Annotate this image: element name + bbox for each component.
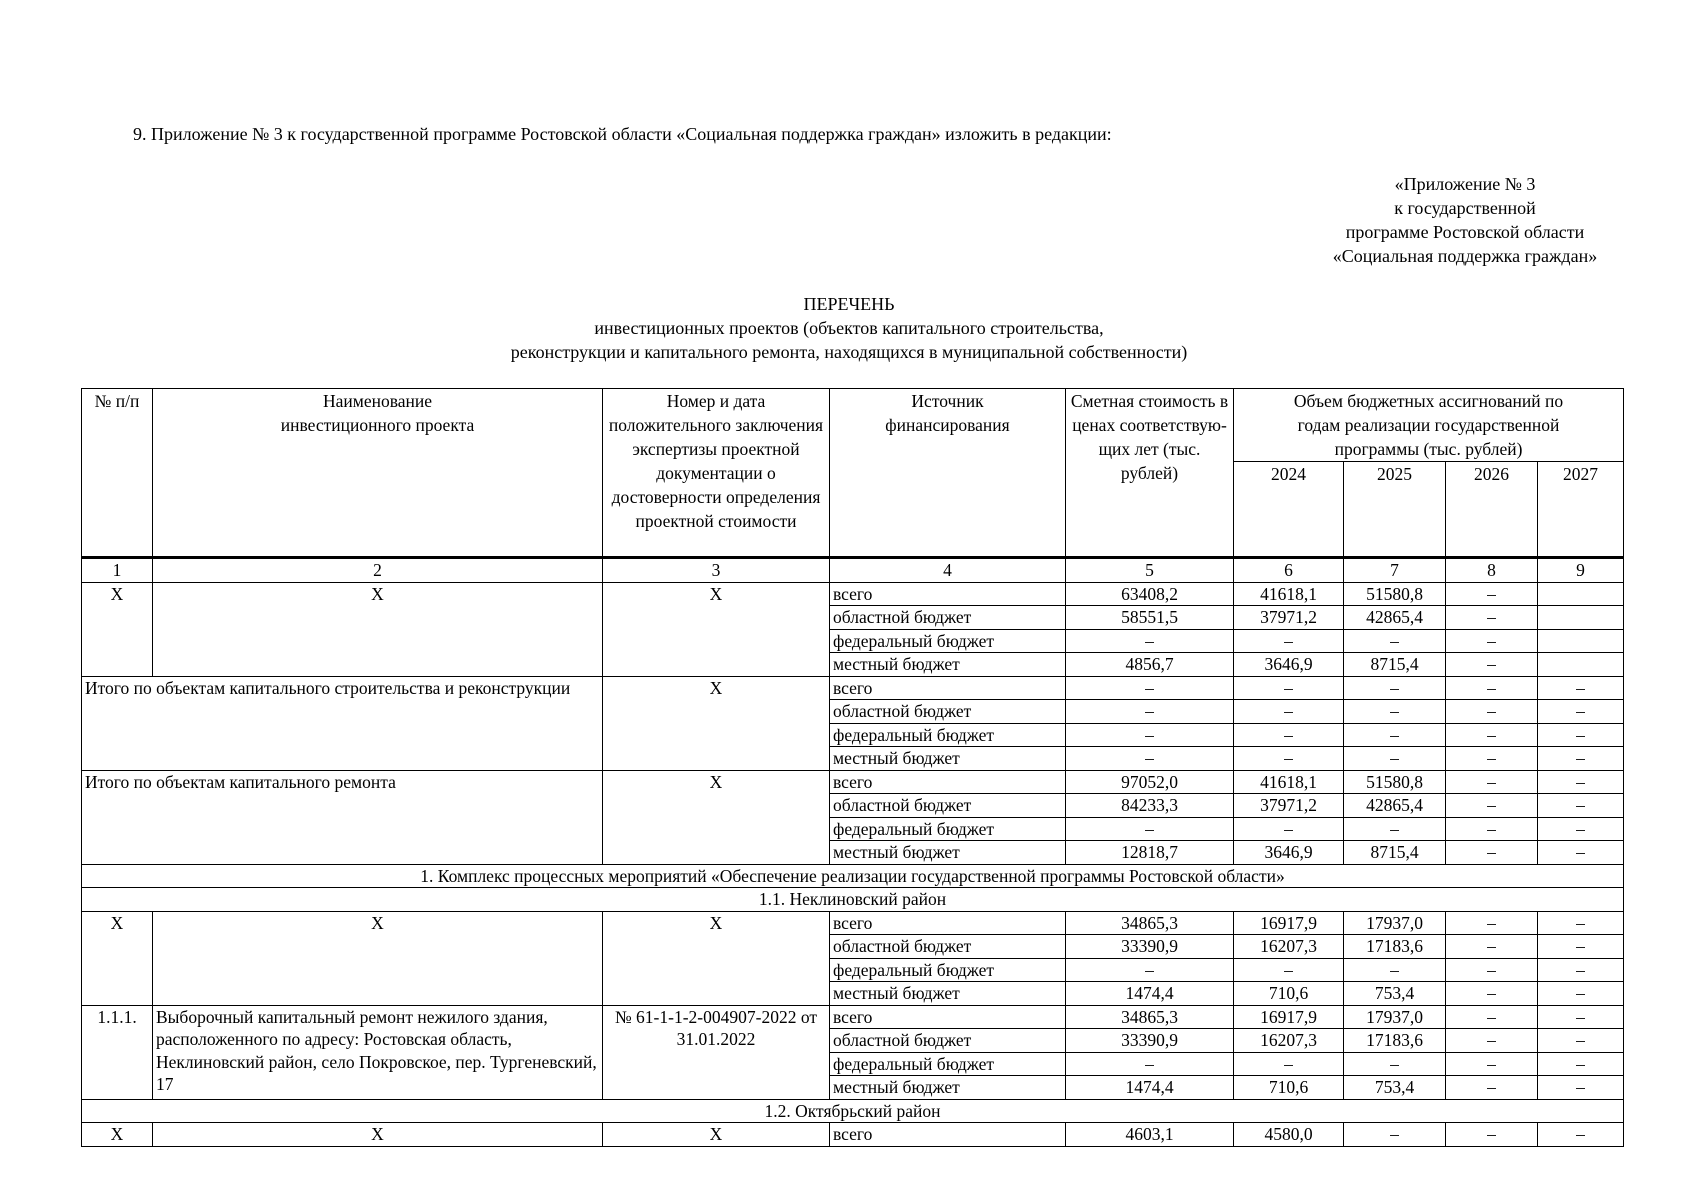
estimated-cost-value: –	[1066, 817, 1234, 841]
funding-source: всего	[830, 676, 1066, 700]
header-year: 2025	[1344, 462, 1446, 558]
year-allocation-value: –	[1538, 747, 1624, 771]
year-allocation-value: –	[1234, 700, 1344, 724]
year-allocation-value: –	[1538, 723, 1624, 747]
year-allocation-value: –	[1538, 676, 1624, 700]
year-allocation-value: –	[1446, 1123, 1538, 1147]
header-expertise: Номер и дата положительного заключения экспертизы проектной документации о достоверности определения проектной стоимости	[603, 389, 830, 558]
year-allocation-value: 17183,6	[1344, 1029, 1446, 1053]
year-allocation-value: –	[1446, 653, 1538, 677]
year-allocation-value: –	[1234, 817, 1344, 841]
intro-paragraph: 9. Приложение № 3 к государственной программе Ростовской области «Социальная поддержка граждан» изложить в редакции:	[133, 124, 1112, 144]
funding-source: областной бюджет	[830, 935, 1066, 959]
table-row	[82, 1005, 1624, 1029]
column-number: 4	[830, 558, 1066, 583]
year-allocation-value: –	[1538, 1005, 1624, 1029]
funding-source: всего	[830, 582, 1066, 606]
funding-source: местный бюджет	[830, 1076, 1066, 1100]
year-allocation-value	[1538, 629, 1624, 653]
year-allocation-value: –	[1538, 1076, 1624, 1100]
year-allocation-value: –	[1234, 1052, 1344, 1076]
estimated-cost-value: 33390,9	[1066, 935, 1234, 959]
year-allocation-value: –	[1446, 935, 1538, 959]
header-project-name: Наименование инвестиционного проекта	[153, 389, 603, 558]
estimated-cost-value: –	[1066, 700, 1234, 724]
funding-source: областной бюджет	[830, 606, 1066, 630]
year-allocation-value: 51580,8	[1344, 770, 1446, 794]
estimated-cost-value: 4603,1	[1066, 1123, 1234, 1147]
section-title: 1.1. Неклиновский район	[82, 888, 1624, 912]
year-allocation-value: –	[1446, 794, 1538, 818]
year-allocation-value: 753,4	[1344, 1076, 1446, 1100]
header-year: 2026	[1446, 462, 1538, 558]
funding-source: федеральный бюджет	[830, 629, 1066, 653]
expertise-conclusion: Х	[603, 582, 830, 676]
estimated-cost-value: 58551,5	[1066, 606, 1234, 630]
funding-source: местный бюджет	[830, 841, 1066, 865]
funding-source: местный бюджет	[830, 653, 1066, 677]
table-row	[82, 1123, 1624, 1147]
year-allocation-value: –	[1446, 1076, 1538, 1100]
estimated-cost-value: –	[1066, 629, 1234, 653]
section-row	[82, 888, 1624, 912]
funding-source: местный бюджет	[830, 982, 1066, 1006]
year-allocation-value: –	[1446, 676, 1538, 700]
year-allocation-value: –	[1344, 747, 1446, 771]
table-row	[82, 770, 1624, 794]
project-name: Х	[153, 1123, 603, 1147]
year-allocation-value: 16917,9	[1234, 1005, 1344, 1029]
column-number: 8	[1446, 558, 1538, 583]
year-allocation-value: –	[1234, 629, 1344, 653]
year-allocation-value: 17937,0	[1344, 1005, 1446, 1029]
year-allocation-value: –	[1446, 1005, 1538, 1029]
year-allocation-value: 41618,1	[1234, 770, 1344, 794]
expertise-conclusion: Х	[603, 911, 830, 1005]
year-allocation-value: –	[1234, 747, 1344, 771]
estimated-cost-value: –	[1066, 958, 1234, 982]
header-row	[82, 389, 1624, 462]
column-number: 3	[603, 558, 830, 583]
year-allocation-value: –	[1538, 958, 1624, 982]
funding-source: федеральный бюджет	[830, 958, 1066, 982]
year-allocation-value: 4580,0	[1234, 1123, 1344, 1147]
year-allocation-value: –	[1446, 1052, 1538, 1076]
row-number: 1.1.1.	[82, 1005, 153, 1099]
estimated-cost-value: 34865,3	[1066, 1005, 1234, 1029]
funding-source: всего	[830, 1005, 1066, 1029]
year-allocation-value: –	[1538, 700, 1624, 724]
year-allocation-value: –	[1538, 935, 1624, 959]
year-allocation-value: –	[1344, 700, 1446, 724]
appendix-line: «Приложение № 3	[1394, 174, 1536, 194]
year-allocation-value: –	[1538, 794, 1624, 818]
year-allocation-value: –	[1538, 982, 1624, 1006]
column-number: 6	[1234, 558, 1344, 583]
year-allocation-value: 3646,9	[1234, 653, 1344, 677]
estimated-cost-value: 1474,4	[1066, 1076, 1234, 1100]
header-year: 2024	[1234, 462, 1344, 558]
year-allocation-value: 710,6	[1234, 982, 1344, 1006]
funding-source: федеральный бюджет	[830, 723, 1066, 747]
column-numbers-row	[82, 558, 1624, 583]
column-number: 7	[1344, 558, 1446, 583]
funding-source: областной бюджет	[830, 1029, 1066, 1053]
header-estimated-cost: Сметная стоимость в ценах соответствую-щих лет (тыс. рублей)	[1066, 389, 1234, 558]
section-row	[82, 864, 1624, 888]
funding-source: всего	[830, 911, 1066, 935]
year-allocation-value: 3646,9	[1234, 841, 1344, 865]
year-allocation-value: –	[1446, 582, 1538, 606]
year-allocation-value: –	[1446, 700, 1538, 724]
year-allocation-value	[1538, 653, 1624, 677]
row-number: Х	[82, 582, 153, 676]
header-budget-allocations: Объем бюджетных ассигнований по годам реализации государственной программы (тыс. рублей)	[1234, 389, 1624, 462]
heading-subtitle-line: инвестиционных проектов (объектов капитального строительства,	[594, 318, 1104, 338]
year-allocation-value: –	[1344, 723, 1446, 747]
funding-source: федеральный бюджет	[830, 817, 1066, 841]
header-funding-source: Источник финансирования	[830, 389, 1066, 558]
appendix-note	[1300, 172, 1630, 268]
estimated-cost-value: 34865,3	[1066, 911, 1234, 935]
year-allocation-value: 37971,2	[1234, 794, 1344, 818]
year-allocation-value: –	[1344, 629, 1446, 653]
column-number: 9	[1538, 558, 1624, 583]
project-name: Х	[153, 582, 603, 676]
column-number: 5	[1066, 558, 1234, 583]
heading-subtitle-line: реконструкции и капитального ремонта, находящихся в муниципальной собственности)	[510, 342, 1188, 362]
section-title: 1. Комплекс процессных мероприятий «Обеспечение реализации государственной программы Ростовской области»	[82, 864, 1624, 888]
project-name: Х	[153, 911, 603, 1005]
year-allocation-value: –	[1344, 958, 1446, 982]
project-name: Выборочный капитальный ремонт нежилого здания, расположенного по адресу: Ростовская область, Неклиновский район, село Покровское, пер. Тургеневский, 17	[153, 1005, 603, 1099]
year-allocation-value: 16207,3	[1234, 935, 1344, 959]
column-number: 1	[82, 558, 153, 583]
header-year: 2027	[1538, 462, 1624, 558]
appendix-line: программе Ростовской области	[1345, 222, 1585, 242]
year-allocation-value: –	[1234, 676, 1344, 700]
section-title: 1.2. Октябрьский район	[82, 1099, 1624, 1123]
funding-source: федеральный бюджет	[830, 1052, 1066, 1076]
expertise-conclusion: Х	[603, 676, 830, 770]
funding-source: всего	[830, 770, 1066, 794]
year-allocation-value: 17937,0	[1344, 911, 1446, 935]
year-allocation-value	[1538, 606, 1624, 630]
estimated-cost-value: –	[1066, 747, 1234, 771]
total-label: Итого по объектам капитального строительства и реконструкции	[82, 676, 603, 770]
year-allocation-value: –	[1446, 982, 1538, 1006]
year-allocation-value: –	[1234, 723, 1344, 747]
year-allocation-value: –	[1538, 911, 1624, 935]
row-number: Х	[82, 1123, 153, 1147]
year-allocation-value: 710,6	[1234, 1076, 1344, 1100]
appendix-line: «Социальная поддержка граждан»	[1332, 246, 1598, 266]
year-allocation-value: 8715,4	[1344, 653, 1446, 677]
estimated-cost-value: –	[1066, 1052, 1234, 1076]
year-allocation-value: 8715,4	[1344, 841, 1446, 865]
estimated-cost-value: –	[1066, 723, 1234, 747]
appendix-line: к государственной	[1394, 198, 1536, 218]
header-number: № п/п	[82, 389, 153, 558]
estimated-cost-value: 84233,3	[1066, 794, 1234, 818]
year-allocation-value: –	[1538, 1123, 1624, 1147]
estimated-cost-value: 12818,7	[1066, 841, 1234, 865]
investment-projects-table	[81, 388, 1624, 1147]
year-allocation-value: –	[1344, 1052, 1446, 1076]
year-allocation-value: 17183,6	[1344, 935, 1446, 959]
year-allocation-value	[1538, 582, 1624, 606]
document-heading	[0, 292, 1698, 364]
year-allocation-value: –	[1446, 629, 1538, 653]
table-row	[82, 582, 1624, 606]
row-number: Х	[82, 911, 153, 1005]
funding-source: всего	[830, 1123, 1066, 1147]
estimated-cost-value: 33390,9	[1066, 1029, 1234, 1053]
year-allocation-value: –	[1538, 1029, 1624, 1053]
year-allocation-value: –	[1446, 747, 1538, 771]
year-allocation-value: –	[1446, 723, 1538, 747]
year-allocation-value: 51580,8	[1344, 582, 1446, 606]
estimated-cost-value: 4856,7	[1066, 653, 1234, 677]
year-allocation-value: –	[1344, 817, 1446, 841]
expertise-conclusion: Х	[603, 1123, 830, 1147]
table-row	[82, 911, 1624, 935]
expertise-conclusion: № 61-1-1-2-004907-2022 от 31.01.2022	[603, 1005, 830, 1099]
total-label: Итого по объектам капитального ремонта	[82, 770, 603, 864]
heading-title: ПЕРЕЧЕНЬ	[803, 294, 895, 314]
section-row	[82, 1099, 1624, 1123]
year-allocation-value: 37971,2	[1234, 606, 1344, 630]
funding-source: областной бюджет	[830, 794, 1066, 818]
year-allocation-value: 16207,3	[1234, 1029, 1344, 1053]
estimated-cost-value: 97052,0	[1066, 770, 1234, 794]
year-allocation-value: 16917,9	[1234, 911, 1344, 935]
year-allocation-value: 753,4	[1344, 982, 1446, 1006]
table-row	[82, 676, 1624, 700]
year-allocation-value: –	[1234, 958, 1344, 982]
year-allocation-value: –	[1446, 958, 1538, 982]
year-allocation-value: 41618,1	[1234, 582, 1344, 606]
year-allocation-value: –	[1446, 606, 1538, 630]
column-number: 2	[153, 558, 603, 583]
expertise-conclusion: Х	[603, 770, 830, 864]
year-allocation-value: –	[1344, 676, 1446, 700]
estimated-cost-value: 63408,2	[1066, 582, 1234, 606]
year-allocation-value: –	[1446, 841, 1538, 865]
year-allocation-value: –	[1344, 1123, 1446, 1147]
year-allocation-value: –	[1538, 1052, 1624, 1076]
year-allocation-value: 42865,4	[1344, 606, 1446, 630]
year-allocation-value: –	[1446, 1029, 1538, 1053]
estimated-cost-value: –	[1066, 676, 1234, 700]
funding-source: местный бюджет	[830, 747, 1066, 771]
year-allocation-value: –	[1446, 770, 1538, 794]
year-allocation-value: –	[1446, 817, 1538, 841]
year-allocation-value: –	[1538, 817, 1624, 841]
year-allocation-value: –	[1446, 911, 1538, 935]
year-allocation-value: 42865,4	[1344, 794, 1446, 818]
year-allocation-value: –	[1538, 770, 1624, 794]
year-allocation-value: –	[1538, 841, 1624, 865]
funding-source: областной бюджет	[830, 700, 1066, 724]
estimated-cost-value: 1474,4	[1066, 982, 1234, 1006]
